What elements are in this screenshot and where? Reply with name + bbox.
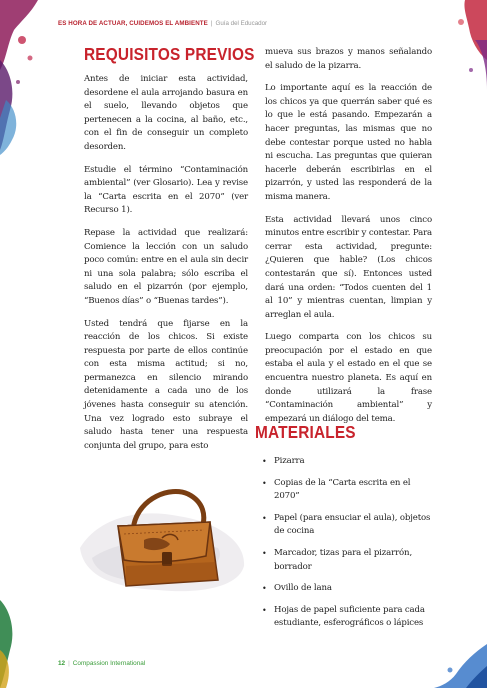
right-paragraph-2: Lo importante aquí es la reacción de los chicos ya que querrán saber qué es lo que le está pasando. Empezarán a hacer preguntas, las mismas que no debe contestar porque usted no habla ni escucha. Las preguntas que quieran hacerle deberán escribirlas en el pizarrón, y usted las responderá de la misma manera. [265, 83, 432, 202]
materials-section [255, 422, 435, 639]
materials-item-label: Copias de la “Carta escrita en el 2070” [274, 477, 411, 502]
right-paragraph-3: Esta actividad llevará unos cinco minutos entre escribir y contestar. Para cerrar esta actividad, pregunte: ¿Quieren que hable? (Los chicos contestarán que sí). Entonces usted dará una orden: “Todos cuenten del 1 al 10” y mientras cuentan, limpian y arreglan el aula. [265, 214, 433, 320]
footer-separator: | [68, 660, 70, 667]
bag-illustration [78, 478, 248, 596]
list-item [255, 477, 435, 504]
paint-splash-bottom-left [0, 590, 30, 688]
footer-organization: Compassion International [72, 660, 146, 667]
list-item [255, 604, 435, 631]
materials-item-label: Marcador, tizas para el pizarrón, borrador [274, 547, 413, 572]
materials-list [255, 455, 435, 631]
bullet-icon: • [262, 605, 267, 615]
right-paragraph-1: mueva sus brazos y manos señalando el saludo de la pizarra. [265, 47, 432, 71]
list-item [255, 547, 435, 574]
paint-splash-top-left [0, 0, 60, 170]
requisitos-paragraph-3: Repase la actividad que realizará: Comience la lección con un saludo poco común: entre en el aula sin decir ni una sola palabra; sólo escriba el saludo en el pizarrón (por ejemplo, “Buenos días” o “Buenas tardes”). [84, 227, 248, 306]
paint-splash-top-right [447, 0, 487, 120]
list-item [255, 582, 435, 596]
requisitos-paragraph-2: Estudie el término “Contaminación ambiental” (ver Glosario). Lea y revise la “Carta escrita en el 2070” (ver Recurso 1). [84, 164, 248, 216]
header-title: ES HORA DE ACTUAR, CUIDEMOS EL AMBIENTE [58, 20, 208, 27]
materials-item-label: Pizarra [274, 456, 305, 466]
list-item [255, 455, 435, 469]
bullet-icon: • [262, 513, 267, 523]
materials-item-label: Hojas de papel suficiente para cada estudiante, esferográficos o lápices [274, 604, 425, 629]
page-footer [58, 660, 145, 667]
materials-item-label: Papel (para ensuciar el aula), objetos de cocina [274, 512, 431, 537]
bullet-icon: • [262, 584, 267, 594]
requisitos-paragraph-1: Antes de iniciar esta actividad, desordene el aula arrojando basura en el suelo, llevando objetos que pertenecen a la cocina, al baño, etc., con el fin de conseguir un completo desorden. [84, 74, 248, 152]
bullet-icon: • [262, 457, 267, 466]
bullet-icon: • [262, 548, 267, 558]
right-paragraph-4: Luego comparta con los chicos su preocupación por el estado en que estaba el aula y el estado en el que se encuentra nuestro planeta. Es aquí en donde utilizará la frase “Contaminación ambiental” y empezará un diálogo del tema. [265, 332, 432, 424]
paint-splash-bottom-right [420, 640, 487, 688]
page-number: 12 [58, 660, 66, 667]
bullet-icon: • [262, 478, 267, 488]
header-guide-label: Guía del Educador [215, 20, 268, 27]
right-column [265, 46, 432, 435]
header-separator: | [210, 20, 213, 27]
requisitos-paragraph-4: Usted tendrá que fijarse en la reacción de los chicos. Si existe respuesta por parte de ellos continúe con esta misma actitud; si no, permanezca en silencio mirando detenidamente a cada uno de los jóvenes hasta conseguir su atención. Una vez logrado esto subraye el saludo hasta tener una respuesta conjunta del grupo, para esto [84, 318, 248, 451]
left-column [84, 44, 255, 462]
materials-heading: MATERIALES [255, 422, 356, 442]
list-item [255, 512, 435, 539]
running-header [58, 20, 458, 27]
requisitos-heading: REQUISITOS PREVIOS [84, 44, 255, 64]
materials-item-label: Ovillo de lana [274, 583, 332, 594]
